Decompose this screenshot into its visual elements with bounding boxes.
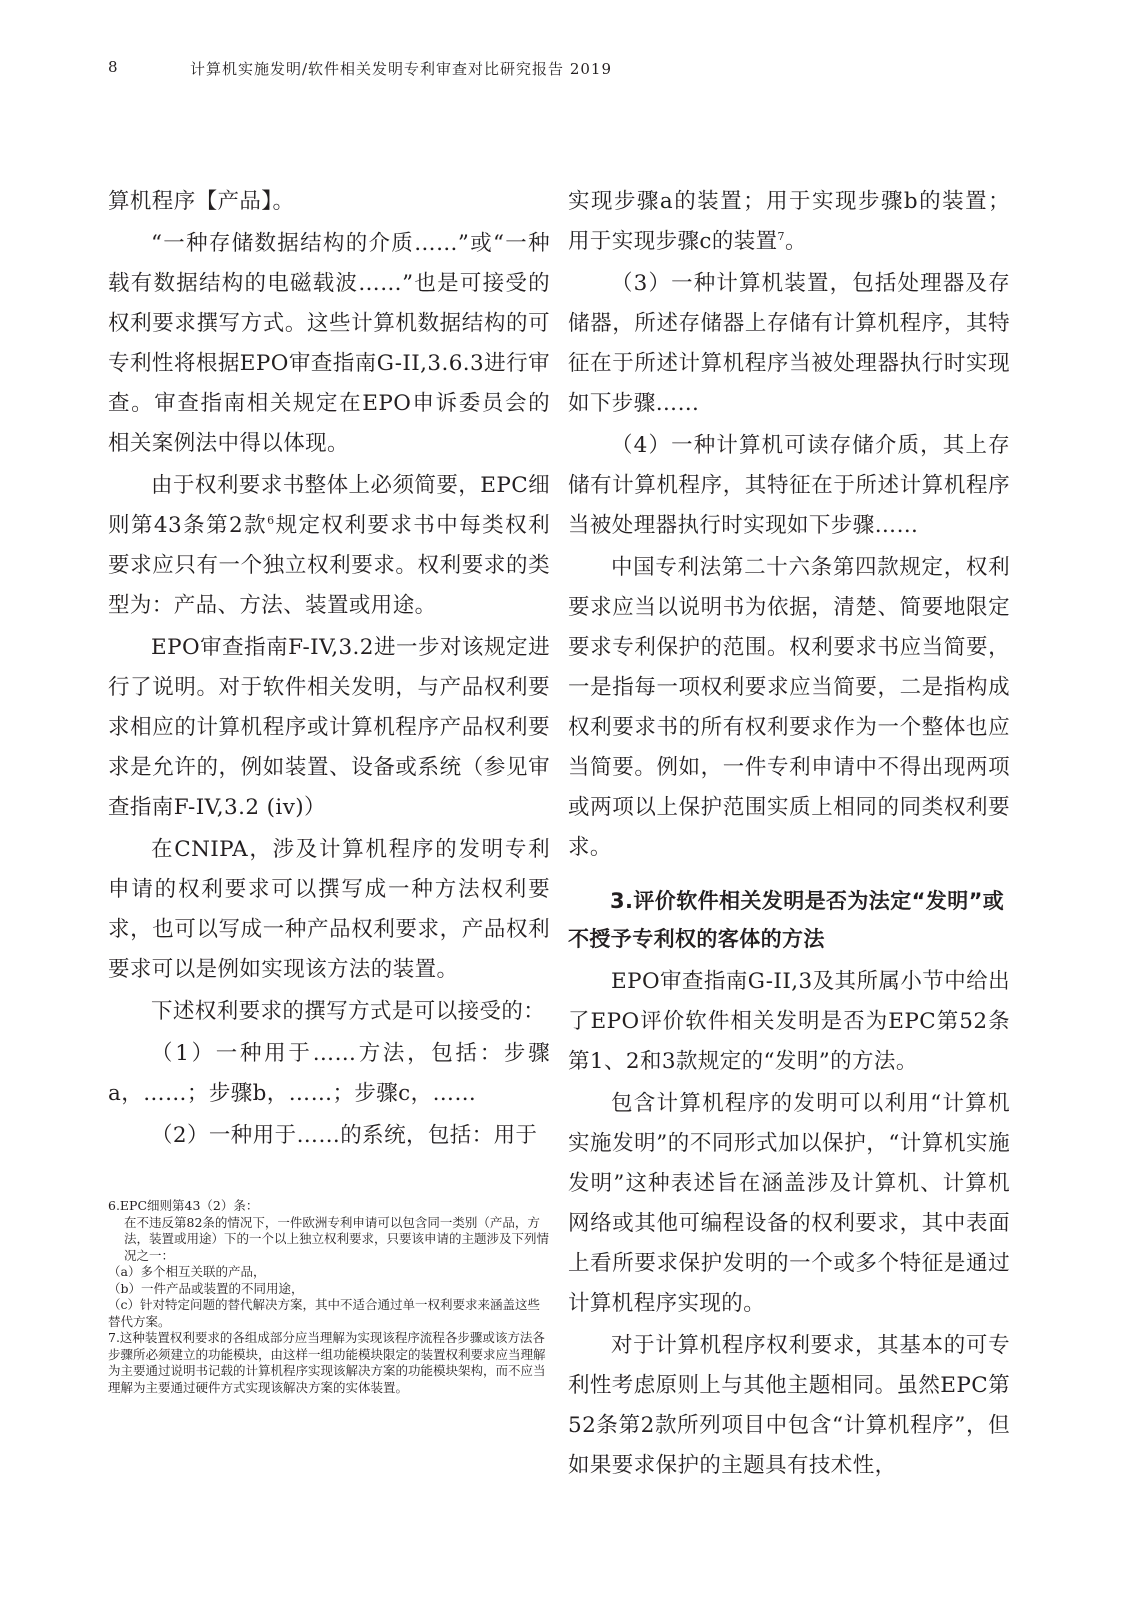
paragraph: 下述权利要求的撰写方式是可以接受的： bbox=[151, 999, 546, 1024]
footnote-6-title: 6.EPC细则第43（2）条： bbox=[108, 1198, 259, 1213]
section-heading: 3.评价软件相关发明是否为法定“发明”或不授予专利权的客体的方法 bbox=[568, 889, 1005, 951]
paragraph: 对于计算机程序权利要求，其基本的可专利性考虑原则上与其他主题相同。虽然EPC第52条第2款所列项目中包含“计算机程序”，但如果要求保护的主题具有技术性， bbox=[568, 1333, 1011, 1478]
claim-item-1: （1）一种用于……方法，包括：步骤a，……；步骤b，……；步骤c，…… bbox=[108, 1041, 550, 1106]
footnote-6-body: 在不违反第82条的情况下，一件欧洲专利申请可以包含同一类别（产品，方法，装置或用途）下的一个以上独立权利要求，只要该申请的主题涉及下列情况之一： bbox=[124, 1214, 550, 1263]
left-column bbox=[108, 182, 550, 1158]
paragraph-text: 由于权利要求书整体上必须简要，EPC细则第43条第2款 bbox=[108, 473, 550, 538]
page-number: 8 bbox=[108, 58, 118, 76]
paragraph: “一种存储数据结构的介质……”或“一种载有数据结构的电磁载波……”也是可接受的权利要求撰写方式。这些计算机数据结构的可专利性将根据EPO审查指南G-II,3.6.3进行审查。审查指南相关规定在EPO申诉委员会的相关案例法中得以体现。 bbox=[108, 231, 550, 456]
paragraph: 中国专利法第二十六条第四款规定，权利要求应当以说明书为依据，清楚、简要地限定要求专利保护的范围。权利要求书应当简要，一是指每一项权利要求应当简要，二是指构成权利要求书的所有权利要求作为一个整体也应当简要。例如，一件专利申请中不得出现两项或两项以上保护范围实质上相同的同类权利要求。 bbox=[568, 555, 1010, 860]
footnote-ref-6: 6 bbox=[267, 513, 275, 527]
footnote-6-item-b: （b）一件产品或装置的不同用途， bbox=[108, 1280, 304, 1296]
footnote-6-item-a: （a）多个相互关联的产品， bbox=[108, 1264, 266, 1279]
paragraph: EPO审查指南G-II,3及其所属小节中给出了EPO评价软件相关发明是否为EPC第52条第1、2和3款规定的“发明”的方法。 bbox=[568, 969, 1010, 1074]
footnote-7: 7.这种装置权利要求的各组成部分应当理解为实现该程序流程各步骤或该方法各步骤所必须建立的功能模块，由这样一组功能模块限定的装置权利要求应当理解为主要通过说明书记载的计算机程序实现该解决方案的功能模块架构，而不应当理解为主要通过硬件方式实现该解决方案的实体装置。 bbox=[108, 1330, 546, 1395]
paragraph: 在CNIPA，涉及计算机程序的发明专利申请的权利要求可以撰写成一种方法权利要求，也可以写成一种产品权利要求，产品权利要求可以是例如实现该方法的装置。 bbox=[108, 837, 550, 982]
paragraph: 算机程序【产品】。 bbox=[108, 189, 295, 214]
paragraph-text: 实现步骤a的装置；用于实现步骤b的装置；用于实现步骤c的装置 bbox=[568, 189, 1010, 254]
claim-item-2: （2）一种用于……的系统，包括：用于 bbox=[151, 1123, 538, 1148]
paragraph bbox=[108, 466, 550, 626]
footnotes bbox=[108, 1198, 550, 1396]
footnote-6-item-c: （c）针对特定问题的替代解决方案，其中不适合通过单一权利要求来涵盖这些替代方案。 bbox=[108, 1297, 541, 1329]
paragraph-text: 规定权利要求书中每类权利要求应只有一个独立权利要求。权利要求的类型为：产品、方法、装置或用途。 bbox=[108, 513, 550, 618]
paragraph bbox=[568, 182, 1010, 262]
paragraph-text: 。 bbox=[784, 229, 807, 254]
right-column bbox=[568, 182, 1010, 1488]
paragraph: 包含计算机程序的发明可以利用“计算机实施发明”的不同形式加以保护，“计算机实施发明”这种表述旨在涵盖涉及计算机、计算机网络或其他可编程设备的权利要求，其中表面上看所要求保护发明的一个或多个特征是通过计算机程序实现的。 bbox=[568, 1091, 1010, 1316]
paragraph: EPO审查指南F-IV,3.2进一步对该规定进行了说明。对于软件相关发明，与产品权利要求相应的计算机程序或计算机程序产品权利要求是允许的，例如装置、设备或系统（参见审查指南F-IV,3.2 (iv)） bbox=[108, 635, 550, 820]
claim-item-4: （4）一种计算机可读存储介质，其上存储有计算机程序，其特征在于所述计算机程序当被处理器执行时实现如下步骤…… bbox=[568, 433, 1010, 538]
running-title: 计算机实施发明/软件相关发明专利审查对比研究报告 2019 bbox=[190, 60, 612, 78]
claim-item-3: （3）一种计算机装置，包括处理器及存储器，所述存储器上存储有计算机程序，其特征在于所述计算机程序当被处理器执行时实现如下步骤…… bbox=[568, 271, 1010, 416]
footnote-ref-7: 7 bbox=[777, 229, 785, 243]
